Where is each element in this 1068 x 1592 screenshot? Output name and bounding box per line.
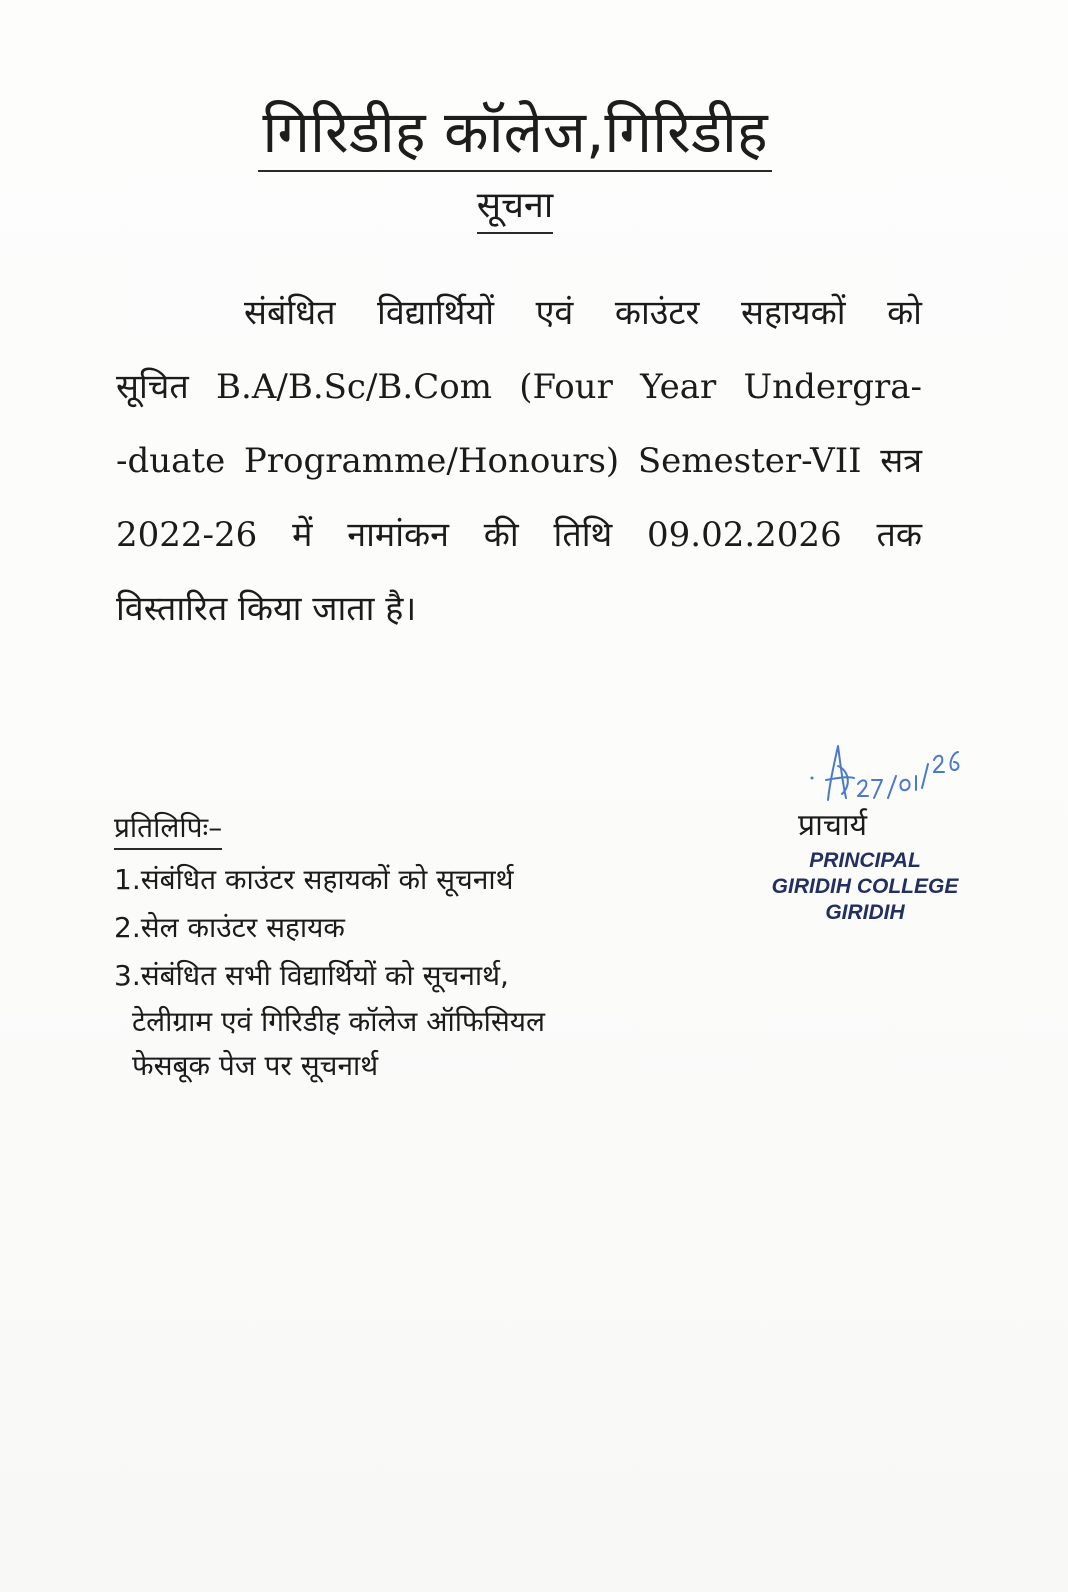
copy-item-2: 2.सेल काउंटर सहायक xyxy=(114,911,345,944)
notice-line-4: 2022-26 में नामांकन की तिथि 09.02.2026 तक xyxy=(116,515,922,555)
copy-to-section xyxy=(114,804,734,1088)
signatory-block xyxy=(760,740,990,940)
notice-line-3: -duate Programme/Honours) Semester-VII सत्र xyxy=(116,441,922,481)
handwritten-signature xyxy=(808,740,968,810)
notice-heading-text: सूचना xyxy=(477,182,554,234)
copy-to-heading: प्रतिलिपिः– xyxy=(114,808,222,850)
copy-item-3-continuation-1: टेलीग्राम एवं गिरिडीह कॉलेज ऑफिसियल xyxy=(132,1005,546,1038)
copy-item-3: 3.संबंधित सभी विद्यार्थियों को सूचनार्थ, xyxy=(114,959,509,992)
copy-item-1: 1.संबंधित काउंटर सहायकों को सूचनार्थ xyxy=(114,863,514,896)
notice-line-5: विस्तारित किया जाता है। xyxy=(116,589,417,629)
notice-body xyxy=(116,276,922,646)
designation-principal: प्राचार्य xyxy=(798,808,868,843)
stamp-line-2: GIRIDIH COLLEGE xyxy=(771,875,959,898)
principal-stamp xyxy=(760,848,970,926)
copy-item-3-continuation-2: फेसबूक पेज पर सूचनार्थ xyxy=(132,1049,379,1082)
notice-line-2: सूचित B.A/B.Sc/B.Com (Four Year Undergra- xyxy=(116,367,922,407)
notice-line-1: संबंधित विद्यार्थियों एवं काउंटर सहायकों को xyxy=(244,293,922,333)
notice-heading xyxy=(0,182,1030,234)
stamp-line-1: PRINCIPAL xyxy=(809,849,921,872)
college-title-text: गिरिडीह कॉलेज,गिरिडीह xyxy=(258,96,771,172)
college-title xyxy=(0,96,1030,172)
stamp-line-3: GIRIDIH xyxy=(825,901,905,924)
